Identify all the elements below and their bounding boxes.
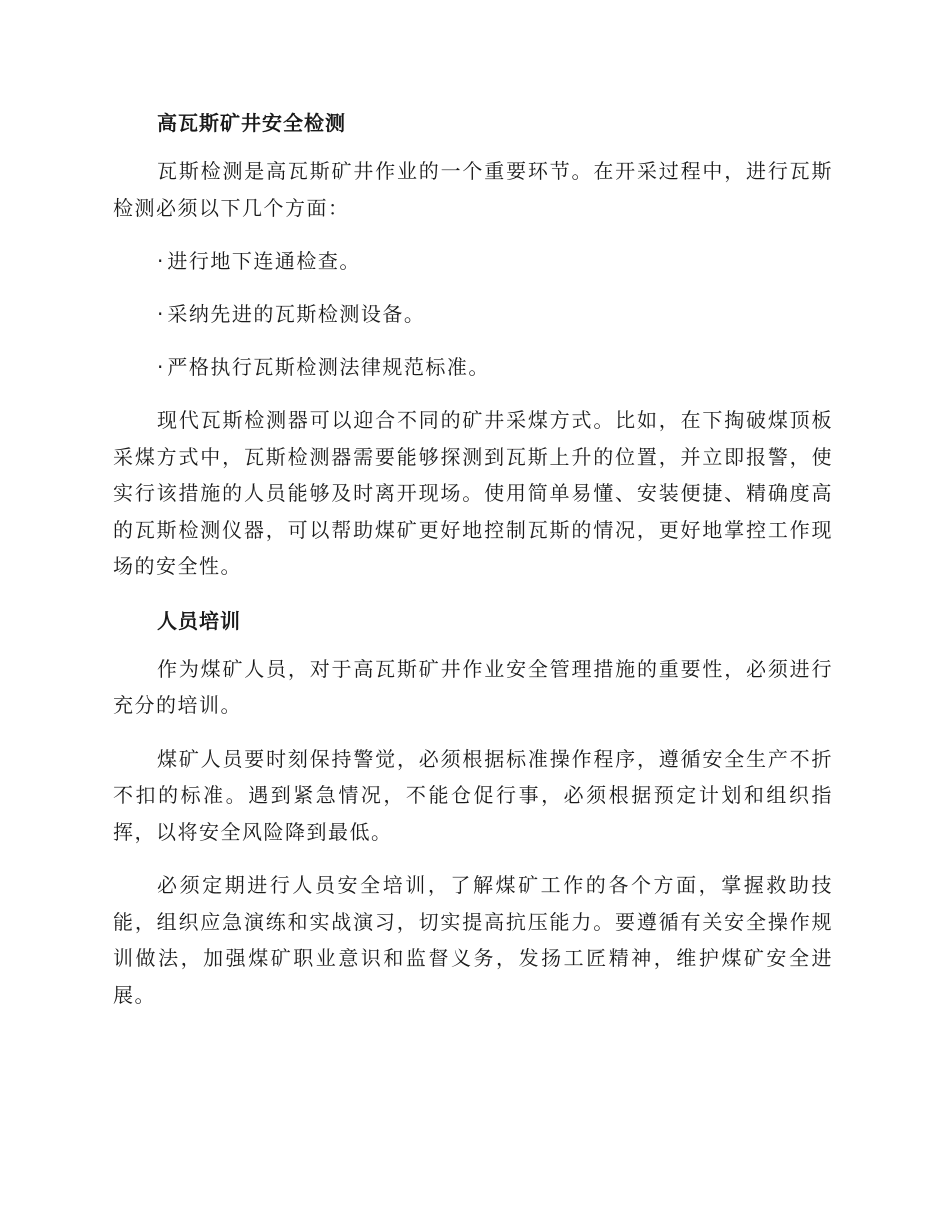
bullet-item <box>113 349 833 385</box>
bullet-text: 严格执行瓦斯检测法律规范标准。 <box>167 355 490 379</box>
body-paragraph: 现代瓦斯检测器可以迎合不同的矿井采煤方式。比如，在下掏破煤顶板采煤方式中，瓦斯检测器需要能够探测到瓦斯上升的位置，并立即报警，使实行该措施的人员能够及时离开现场。使用简单易懂、安装便捷、精确度高的瓦斯检测仪器，可以帮助煤矿更好地控制瓦斯的情况，更好地掌控工作现场的安全性。 <box>113 408 833 578</box>
section-heading-gas-detection: 高瓦斯矿井安全检测 <box>157 111 346 135</box>
bullet-marker: · <box>157 355 164 379</box>
document-page <box>113 104 833 1030</box>
bullet-item <box>113 296 833 332</box>
body-paragraph: 煤矿人员要时刻保持警觉，必须根据标准操作程序，遵循安全生产不折不扣的标准。遇到紧急情况，不能仓促行事，必须根据预定计划和组织指挥，以将安全风险降到最低。 <box>113 746 833 844</box>
body-paragraph: 作为煤矿人员，对于高瓦斯矿井作业安全管理措施的重要性，必须进行充分的培训。 <box>113 656 833 717</box>
section-heading-personnel-training: 人员培训 <box>157 608 241 633</box>
bullet-item <box>113 243 833 279</box>
bullet-text: 进行地下连通检查。 <box>167 249 361 273</box>
bullet-marker: · <box>157 302 164 326</box>
body-paragraph: 必须定期进行人员安全培训，了解煤矿工作的各个方面，掌握救助技能，组织应急演练和实战演习，切实提高抗压能力。要遵循有关安全操作规训做法，加强煤矿职业意识和监督义务，发扬工匠精神，维护煤矿安全进展。 <box>113 873 833 1007</box>
bullet-marker: · <box>157 249 164 273</box>
bullet-text: 采纳先进的瓦斯检测设备。 <box>167 302 426 326</box>
section-intro-paragraph: 瓦斯检测是高瓦斯矿井作业的一个重要环节。在开采过程中，进行瓦斯检测必须以下几个方面： <box>113 159 833 220</box>
